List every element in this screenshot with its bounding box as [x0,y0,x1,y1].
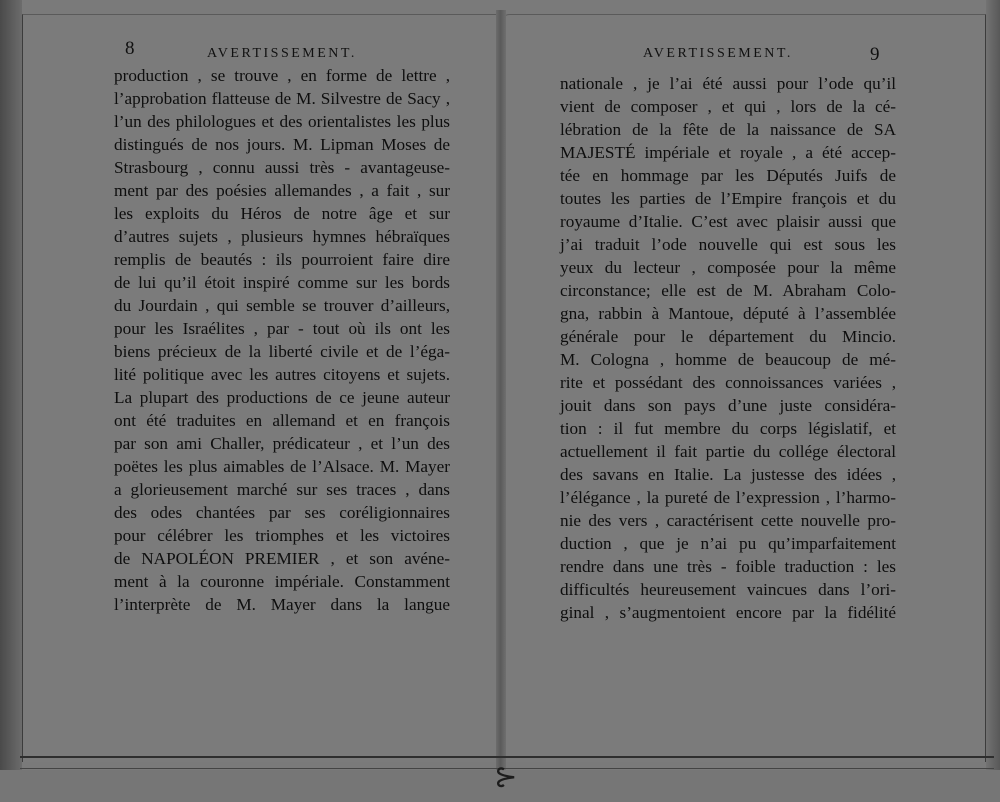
text-line: M. Cologna , homme de beaucoup de mé- [560,350,896,369]
text-line: poëtes les plus aimables de l’Alsace. M. Mayer [114,457,450,476]
text-line: rite et possédant des connoissances variées , [560,373,896,392]
text-line: toutes les parties de l’Empire françois et du [560,189,896,208]
text-line: j’ai traduit l’ode nouvelle qui est sous les [560,235,896,254]
text-line: ont été traduites en allemand et en françois [114,411,450,430]
text-line: Strasbourg , connu aussi très - avantageuse- [114,158,450,177]
text-line: ginal , s’augmentoient encore par la fidélité [560,603,896,622]
text-line: production , se trouve , en forme de lettre , [114,66,450,85]
text-line: duction , que je n’ai pu qu’imparfaitement [560,534,896,553]
left-running-head: AVERTISSEMENT. [207,46,357,61]
text-line: l’approbation flatteuse de M. Silvestre de Sacy , [114,89,450,108]
text-line: ment à la couronne impériale. Constamment [114,572,450,591]
text-line: tée en hommage par les Députés Juifs de [560,166,896,185]
binding-mark: ⊱ [494,760,518,793]
text-line: a glorieusement marché sur ses traces , dans [114,480,450,499]
text-line: lébration de la fête de la naissance de SA [560,120,896,139]
text-line: jouit dans son pays d’une juste considéra- [560,396,896,415]
text-line: pour les Israélites , par - tout où ils ont les [114,319,450,338]
right-page-number: 9 [870,44,880,65]
text-line: par son ami Challer, prédicateur , et l’un des [114,434,450,453]
text-line: MAJESTÉ impériale et royale , a été accep- [560,143,896,162]
text-line: du Jourdain , qui semble se trouver d’ailleurs, [114,296,450,315]
text-line: La plupart des productions de ce jeune auteur [114,388,450,407]
text-line: l’interprète de M. Mayer dans la langue [114,595,450,614]
text-line: distingués de nos jours. M. Lipman Moses de [114,135,450,154]
text-line: royaume d’Italie. C’est avec plaisir aussi que [560,212,896,231]
text-line: des savans en Italie. La justesse des idées , [560,465,896,484]
text-line: générale pour le département du Mincio. [560,327,896,346]
left-page-number: 8 [125,38,135,59]
text-line: de NAPOLÉON PREMIER , et son avéne- [114,549,450,568]
text-line: nationale , je l’ai été aussi pour l’ode qu’il [560,74,896,93]
text-line: circonstance; elle est de M. Abraham Colo- [560,281,896,300]
right-running-head: AVERTISSEMENT. [643,46,793,61]
text-line: rendre dans une très - foible traduction : les [560,557,896,576]
text-line: l’un des philologues et des orientalistes les plus [114,112,450,131]
text-line: nie des vers , caractérisent cette nouvelle pro- [560,511,896,530]
text-line: de lui qu’il étoit inspiré comme sur les bords [114,273,450,292]
text-line: actuellement il fait partie du collége électoral [560,442,896,461]
text-line: tion : il fut membre du corps législatif, et [560,419,896,438]
text-line: gna, rabbin à Mantoue, député à l’assemblée [560,304,896,323]
text-line: lité politique avec les autres citoyens et sujets. [114,365,450,384]
text-line: d’autres sujets , plusieurs hymnes hébraïques [114,227,450,246]
left-book-edge [0,0,22,802]
text-line: yeux du lecteur , composée pour la même [560,258,896,277]
right-book-edge [986,0,1000,802]
text-line: ment par des poésies allemandes , a fait , sur [114,181,450,200]
text-line: biens précieux de la liberté civile et de l’éga- [114,342,450,361]
text-line: les exploits du Héros de notre âge et sur [114,204,450,223]
text-line: des odes chantées par ses coréligionnaires [114,503,450,522]
text-line: vient de composer , et qui , lors de la cé- [560,97,896,116]
book-gutter [496,10,506,770]
text-line: difficultés heureusement vaincues dans l’ori- [560,580,896,599]
text-line: pour célébrer les triomphes et les victoires [114,526,450,545]
text-line: l’élégance , la pureté de l’expression , l’harmo- [560,488,896,507]
text-line: remplis de beautés : ils pourroient faire dire [114,250,450,269]
